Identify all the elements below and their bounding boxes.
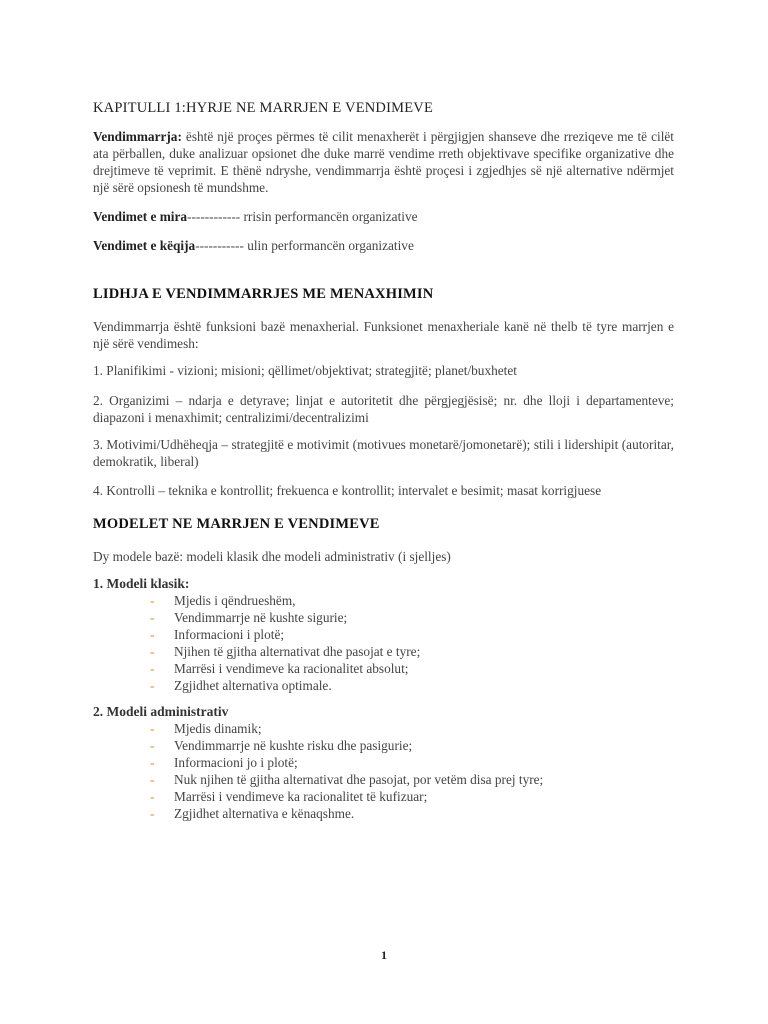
list-item: - Mjedis i qëndrueshëm,	[150, 593, 296, 608]
list-item: - Vendimmarrje në kushte risku dhe pasigurie;	[150, 738, 413, 753]
classic-model-section	[93, 576, 674, 694]
list-item: - Informacioni i plotë;	[150, 627, 285, 642]
bad-decisions-term: Vendimet e këqija	[93, 238, 196, 253]
chapter-heading: KAPITULLI 1:HYRJE NE MARRJEN E VENDIMEVE	[93, 100, 434, 116]
list-item: - Njihen të gjitha alternativat dhe pasojat e tyre;	[150, 644, 421, 659]
admin-model-title: 2. Modeli administrativ	[93, 704, 229, 719]
definition-term: Vendimmarrja:	[93, 129, 182, 144]
admin-model-section	[93, 704, 674, 822]
list-item: - Zgjidhet alternativa e kënaqshme.	[150, 806, 355, 821]
bad-decisions-line	[93, 237, 674, 254]
intro-paragraph-3: Dy modele bazë: modeli klasik dhe modeli administrativ (i sjelljes)	[93, 549, 451, 564]
function-item-1: 1. Planifikimi - vizioni; misioni; qëllimet/objektivat; strategjitë; planet/buxhetet	[93, 363, 517, 378]
good-decisions-line	[93, 208, 674, 225]
list-item: - Mjedis dinamik;	[150, 721, 262, 736]
section-heading-lidhja: LIDHJA E VENDIMMARRJES ME MENAXHIMIN	[93, 286, 434, 302]
list-item: - Marrësi i vendimeve ka racionalitet absolut;	[150, 661, 409, 676]
definition-paragraph	[93, 128, 674, 196]
list-item: - Informacioni jo i plotë;	[150, 755, 298, 770]
admin-model-list	[93, 720, 674, 822]
section-heading-modelet: MODELET NE MARRJEN E VENDIMEVE	[93, 516, 380, 532]
intro-paragraph-2: Vendimmarrja është funksioni bazë menaxherial. Funksionet menaxheriale kanë në thelb të tyre marrjen e një sërë vendimesh:	[93, 319, 674, 351]
page-number: 1	[381, 948, 387, 962]
bad-decisions-text: ----------- ulin performancën organizative	[195, 238, 414, 253]
list-item: - Nuk njihen të gjitha alternativat dhe pasojat, por vetëm disa prej tyre;	[150, 772, 544, 787]
list-item: - Zgjidhet alternativa optimale.	[150, 678, 332, 693]
function-item-3: 3. Motivimi/Udhëheqja – strategjitë e motivimit (motivues monetarë/jomonetarë); stili i lidershipit (autoritar, demokratik, liberal)	[93, 437, 674, 469]
function-item-4: 4. Kontrolli – teknika e kontrollit; frekuenca e kontrollit; intervalet e besimit; masat korrigjuese	[93, 483, 602, 498]
classic-model-title: 1. Modeli klasik:	[93, 576, 190, 591]
list-item: - Marrësi i vendimeve ka racionalitet të kufizuar;	[150, 789, 428, 804]
function-item-2: 2. Organizimi – ndarja e detyrave; linjat e autoritetit dhe përgjegjësisë; nr. dhe lloji i departamenteve; diapazoni i menaxhimit; centralizimi/decentralizimi	[93, 393, 674, 425]
list-item: - Vendimmarrje në kushte sigurie;	[150, 610, 348, 625]
definition-text: është një proçes përmes të cilit menaxherët i përgjigjen shanseve dhe rreziqeve me të cilët ata përballen, duke analizuar opsionet dhe duke marrë vendime rreth objektivave specifike organizative dhe drejtimeve të veprimit. E thënë ndryshe, vendimmarrja është proçesi i zgjedhjes së një alternative ndërmjet një sërë opsionesh të mundshme.	[93, 129, 674, 195]
good-decisions-text: ------------ rrisin performancën organizative	[187, 209, 418, 224]
classic-model-list	[93, 592, 674, 694]
good-decisions-term: Vendimet e mira	[93, 209, 188, 224]
